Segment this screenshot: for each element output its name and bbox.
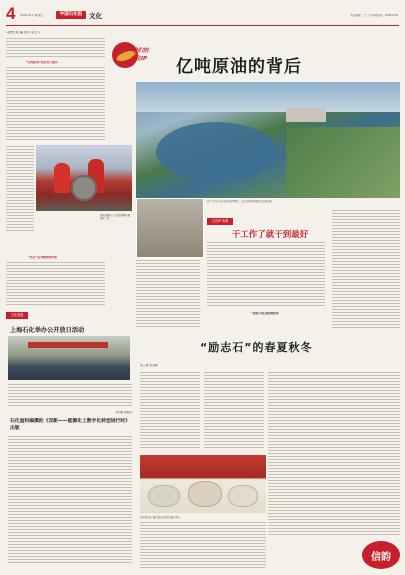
photo-building xyxy=(286,108,326,122)
main-photo xyxy=(136,82,400,198)
bottom-text-after-photo xyxy=(140,522,266,570)
story-subcaption: 一张照片背后的拼搏故事 xyxy=(250,312,279,315)
worker-figure xyxy=(54,163,70,193)
mid-text-left xyxy=(136,260,200,330)
photo-lake xyxy=(156,122,276,182)
logo-text: 信韵 xyxy=(371,552,391,563)
photo-field xyxy=(286,127,400,198)
news-photo xyxy=(8,336,130,380)
section-name: 文化 xyxy=(89,12,102,20)
left-subhead-1: “亿吨原油”的历史与现实 xyxy=(26,61,58,64)
equipment-shape xyxy=(71,175,97,201)
tag-line-1: 我们的 xyxy=(132,48,149,54)
news-tag: 文化视窗 xyxy=(10,313,24,317)
photo-thumbnail xyxy=(136,198,204,258)
left-text-block-3 xyxy=(6,146,34,236)
story-text xyxy=(207,242,325,308)
bottom-text-left xyxy=(140,372,200,452)
story-box xyxy=(204,210,328,328)
stone-shape xyxy=(228,485,258,507)
left-photo-caption: 胜利油田员工在采油现场开展巡检工作。 xyxy=(100,214,130,220)
news-text-1 xyxy=(8,384,132,408)
feature-headline: 亿吨原油的背后 xyxy=(176,57,302,77)
bottom-headline: “励志石”的春夏秋冬 xyxy=(200,341,313,354)
brand-logo xyxy=(362,541,400,569)
bottom-text-mid xyxy=(204,372,264,452)
news-headline: 上海石化举办公开放日活动 xyxy=(10,327,85,334)
paper-name: 中国石化报 xyxy=(59,12,83,17)
stone-shape xyxy=(148,485,180,507)
header-date: 2024.6.7 星期五 xyxy=(20,14,44,17)
feature-tag xyxy=(112,42,172,74)
bottom-text-right xyxy=(268,372,400,538)
news-box xyxy=(6,312,134,570)
bottom-photo xyxy=(140,455,266,513)
header-right-info: 责任编辑：王一舟 新闻热线：59963705 xyxy=(350,14,398,17)
top-byline: 马依然 陈 磊 吴兵 李云飞 xyxy=(6,31,40,34)
story-headline: 干工作了就干到最好 xyxy=(231,230,309,240)
left-text-block-2 xyxy=(6,67,105,143)
stone-shape xyxy=(188,481,222,507)
left-text-block-4 xyxy=(6,262,105,309)
banner-shape xyxy=(28,342,108,348)
tag-line-2: 文化IP xyxy=(130,56,148,62)
news-byline: 李进勇 孙春丹 xyxy=(115,411,132,414)
photo-sky xyxy=(136,82,400,112)
right-text-column xyxy=(332,210,400,330)
story-tag-badge xyxy=(207,218,233,225)
left-subhead-2: “背后”是对精神的传承 xyxy=(28,256,57,259)
paper-name-badge xyxy=(56,11,86,19)
bottom-photo-caption: 石化盈科员工展示励志石及相关展示作品 xyxy=(140,516,180,519)
header-rule xyxy=(6,25,399,26)
main-photo-caption: 昔日“干打垒”如今成为油田博物馆，远处是胜利油田现代化油田景象。 xyxy=(206,200,274,203)
story-tag: 文化IP 故事 xyxy=(211,219,229,223)
news-sub-headline: 石化盈科编撰的《双新——能源化工数字化转型进行时》出版 xyxy=(10,419,130,431)
bottom-byline: 金三角 吴宏展 xyxy=(140,364,158,367)
left-photo xyxy=(36,145,132,211)
news-text-2 xyxy=(8,436,132,568)
page-number: 4 xyxy=(6,4,16,23)
page-header xyxy=(6,5,399,31)
news-tag-badge xyxy=(6,312,28,319)
left-text-block-1 xyxy=(6,38,105,58)
